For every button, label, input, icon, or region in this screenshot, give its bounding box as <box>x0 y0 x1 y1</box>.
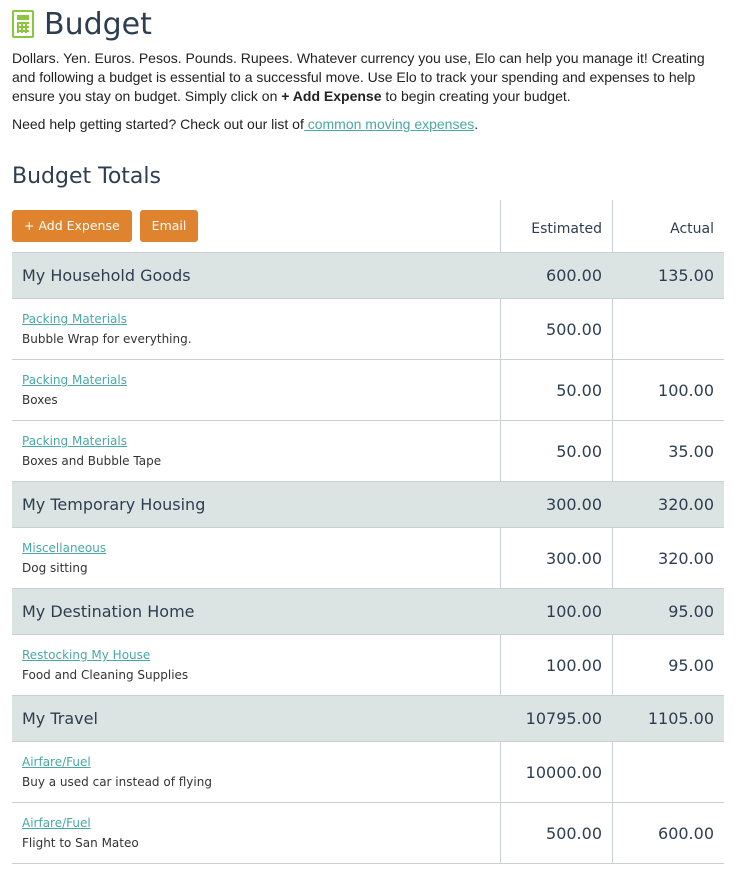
expense-estimated: 50.00 <box>556 441 602 461</box>
expense-row <box>12 421 724 482</box>
intro-part2: to begin creating your budget. <box>381 88 571 104</box>
table-header-row <box>12 200 724 253</box>
expense-type-link[interactable]: Packing Materials <box>22 434 127 448</box>
expense-estimated: 50.00 <box>556 380 602 400</box>
expense-actual: 95.00 <box>668 655 714 675</box>
expense-row <box>12 742 724 803</box>
email-button[interactable]: Email <box>140 210 199 242</box>
actual-header: Actual <box>670 221 714 237</box>
category-actual: 95.00 <box>668 602 714 621</box>
budget-table <box>12 200 724 864</box>
expense-row <box>12 635 724 696</box>
help-label: Need help getting started? Check out our list of <box>12 116 304 132</box>
category-row <box>12 589 724 635</box>
expense-estimated: 500.00 <box>546 319 602 339</box>
category-name: My Destination Home <box>22 602 195 621</box>
expense-description: Food and Cleaning Supplies <box>22 668 189 682</box>
budget-totals-title: Budget Totals <box>12 164 161 189</box>
expense-estimated: 500.00 <box>546 823 602 843</box>
expense-row <box>12 360 724 421</box>
intro-text <box>12 49 727 106</box>
expense-actual: 35.00 <box>668 441 714 461</box>
category-name: My Travel <box>22 709 98 728</box>
expense-type-link[interactable]: Restocking My House <box>22 648 151 662</box>
expense-estimated: 100.00 <box>546 655 602 675</box>
category-estimated: 10795.00 <box>525 709 602 728</box>
category-name: My Household Goods <box>22 266 191 285</box>
expense-description: Boxes and Bubble Tape <box>22 454 162 468</box>
category-estimated: 600.00 <box>546 266 602 285</box>
category-name: My Temporary Housing <box>22 495 206 514</box>
estimated-header: Estimated <box>531 221 602 237</box>
calculator-icon <box>12 10 34 38</box>
expense-actual: 100.00 <box>658 380 714 400</box>
category-row <box>12 253 724 299</box>
expense-description: Buy a used car instead of flying <box>22 775 212 789</box>
expense-description: Flight to San Mateo <box>22 836 139 850</box>
expense-description: Boxes <box>22 393 58 407</box>
page-header <box>12 4 152 44</box>
expense-type-link[interactable]: Packing Materials <box>22 373 127 387</box>
category-estimated: 100.00 <box>546 602 602 621</box>
expense-description: Dog sitting <box>22 561 88 575</box>
help-text <box>12 116 478 132</box>
expense-actual: 600.00 <box>658 823 714 843</box>
expense-type-link[interactable]: Packing Materials <box>22 312 127 326</box>
category-actual: 135.00 <box>658 266 714 285</box>
help-end: . <box>474 116 479 132</box>
category-row <box>12 696 724 742</box>
expense-row <box>12 803 724 864</box>
common-expenses-link[interactable]: common moving expenses <box>303 116 475 132</box>
expense-estimated: 10000.00 <box>525 762 602 782</box>
add-expense-button[interactable]: + Add Expense <box>12 210 132 242</box>
category-row <box>12 482 724 528</box>
expense-type-link[interactable]: Airfare/Fuel <box>22 755 91 769</box>
intro-part1: Dollars. Yen. Euros. Pesos. Pounds. Rupees. Whatever currency you use, Elo can help you manage it! Creating and following a budget is essential to a successful move. Use Elo to track your spending and expenses to help ensure you stay on budget. Simply click on <box>12 50 705 104</box>
expense-row <box>12 528 724 589</box>
expense-type-link[interactable]: Airfare/Fuel <box>22 816 91 830</box>
expense-row <box>12 299 724 360</box>
expense-type-link[interactable]: Miscellaneous <box>22 541 107 555</box>
expense-actual: 320.00 <box>658 548 714 568</box>
category-estimated: 300.00 <box>546 495 602 514</box>
expense-description: Bubble Wrap for everything. <box>22 332 192 346</box>
category-actual: 1105.00 <box>647 709 714 728</box>
category-actual: 320.00 <box>658 495 714 514</box>
page-title: Budget <box>44 6 152 42</box>
expense-estimated: 300.00 <box>546 548 602 568</box>
intro-bold: + Add Expense <box>281 88 382 104</box>
